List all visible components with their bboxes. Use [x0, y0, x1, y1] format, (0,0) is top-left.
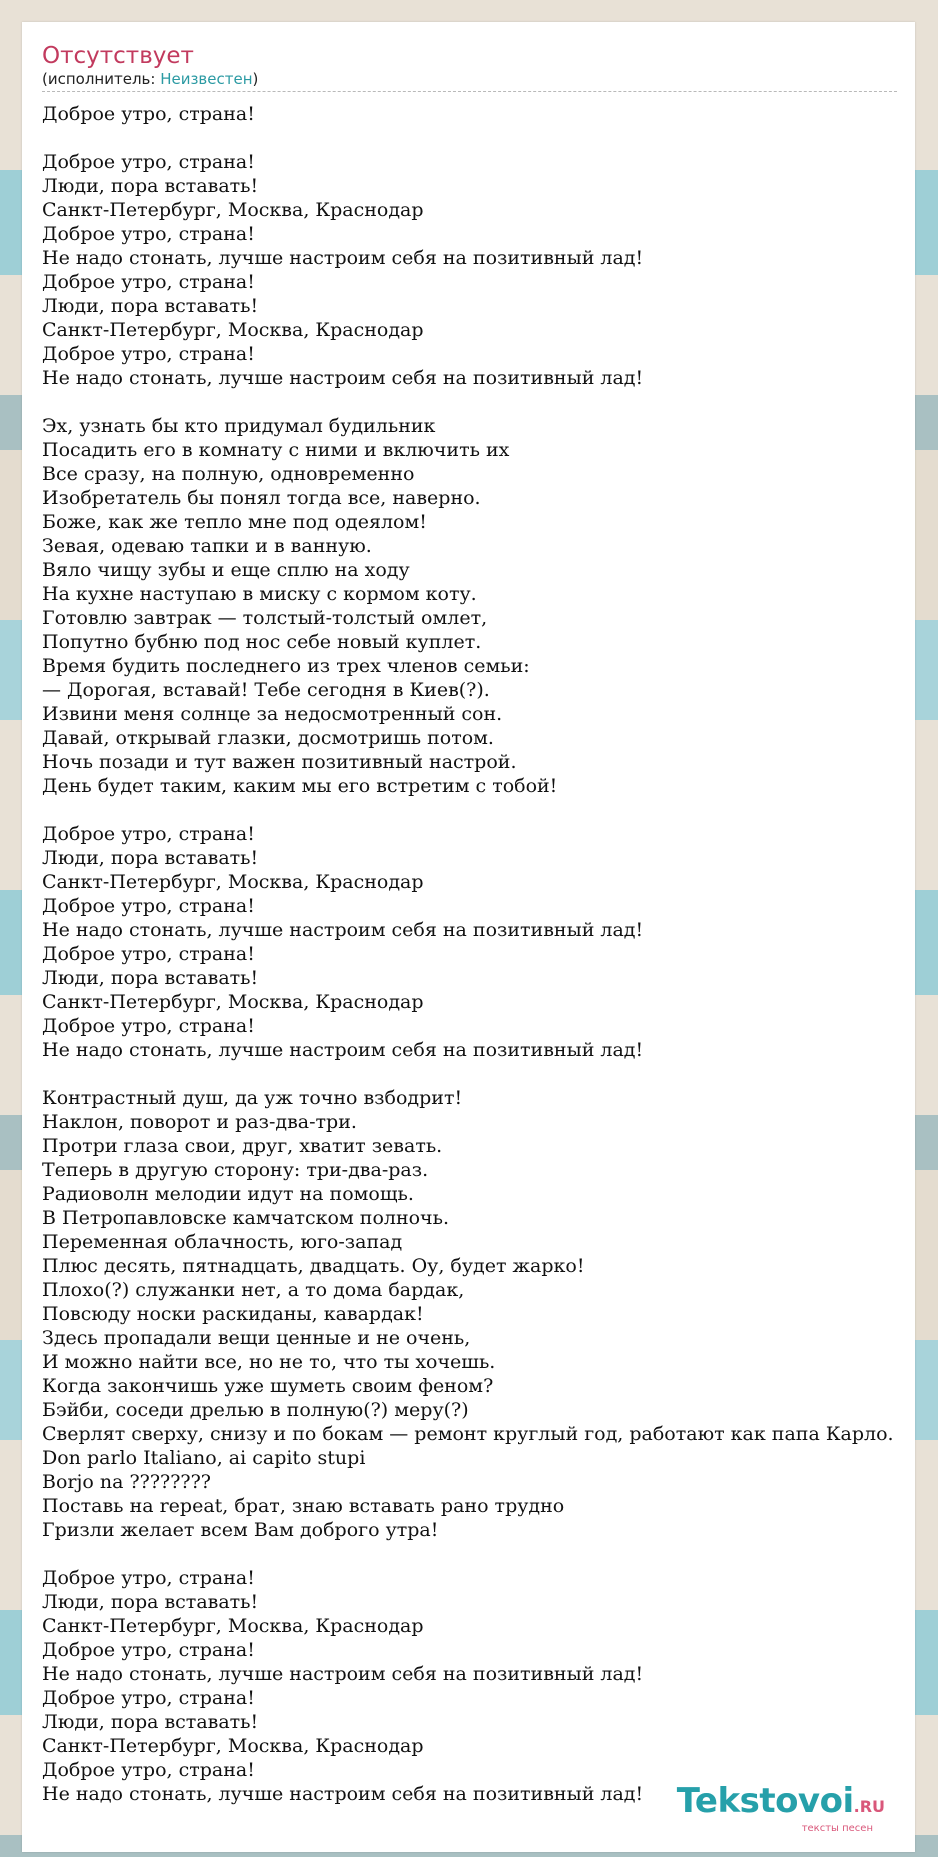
lyric-line: Borjo na ????????	[42, 1471, 211, 1493]
lyric-line: Доброе утро, страна!	[42, 1567, 255, 1589]
lyric-line: Доброе утро, страна!	[42, 103, 255, 125]
lyric-line: Не надо стонать, лучше настроим себя на позитивный лад!	[42, 1039, 644, 1061]
song-header	[42, 42, 897, 92]
lyrics-text	[42, 102, 894, 1806]
lyric-line: Доброе утро, страна!	[42, 943, 255, 965]
lyric-line: Люди, пора вставать!	[42, 847, 259, 869]
lyric-line: Не надо стонать, лучше настроим себя на позитивный лад!	[42, 367, 644, 389]
lyric-line: Контрастный душ, да уж точно взбодрит!	[42, 1087, 463, 1109]
lyric-line: В Петропавловске камчатском полночь.	[42, 1207, 449, 1229]
lyric-line: Гризли желает всем Вам доброго утра!	[42, 1519, 439, 1541]
lyric-line: Люди, пора вставать!	[42, 1711, 259, 1733]
lyric-line: Повсюду носки раскиданы, кавардак!	[42, 1303, 424, 1325]
logo-name: Tekstovoi	[676, 1781, 854, 1821]
lyric-line: Доброе утро, страна!	[42, 1687, 255, 1709]
stanza-break	[42, 1062, 894, 1086]
lyric-line: День будет таким, каким мы его встретим с тобой!	[42, 775, 558, 797]
lyric-line: Плюс десять, пятнадцать, двадцать. Оу, будет жарко!	[42, 1255, 585, 1277]
lyric-line: Доброе утро, страна!	[42, 343, 255, 365]
lyric-line: Не надо стонать, лучше настроим себя на позитивный лад!	[42, 1663, 644, 1685]
lyric-line: Санкт-Петербург, Москва, Краснодар	[42, 319, 424, 341]
lyric-line: Теперь в другую сторону: три-два-раз.	[42, 1159, 429, 1181]
lyric-line: Санкт-Петербург, Москва, Краснодар	[42, 991, 424, 1013]
lyric-line: На кухне наступаю в миску с кормом коту.	[42, 583, 477, 605]
lyric-line: Люди, пора вставать!	[42, 1591, 259, 1613]
stanza-break	[42, 798, 894, 822]
lyric-line: Наклон, поворот и раз-два-три.	[42, 1111, 357, 1133]
lyric-line: Попутно бубню под нос себе новый куплет.	[42, 631, 482, 653]
lyric-line: Зевая, одеваю тапки и в ванную.	[42, 535, 372, 557]
song-title: Отсутствует	[42, 43, 194, 69]
lyric-line: Доброе утро, страна!	[42, 271, 255, 293]
lyric-line: Доброе утро, страна!	[42, 151, 255, 173]
lyric-line: Плохо(?) служанки нет, а то дома бардак,	[42, 1279, 465, 1301]
lyric-line: Санкт-Петербург, Москва, Краснодар	[42, 1735, 424, 1757]
lyric-line: Доброе утро, страна!	[42, 223, 255, 245]
stanza-break	[42, 390, 894, 414]
lyric-line: Не надо стонать, лучше настроим себя на позитивный лад!	[42, 247, 644, 269]
lyric-line: Радиоволн мелодии идут на помощь.	[42, 1183, 414, 1205]
lyric-line: Санкт-Петербург, Москва, Краснодар	[42, 871, 424, 893]
lyric-line: Доброе утро, страна!	[42, 823, 255, 845]
lyric-line: Когда закончишь уже шуметь своим феном?	[42, 1375, 494, 1397]
lyric-line: Доброе утро, страна!	[42, 895, 255, 917]
lyric-line: Доброе утро, страна!	[42, 1015, 255, 1037]
lyric-line: Давай, открывай глазки, досмотришь потом.	[42, 727, 494, 749]
lyric-line: Здесь пропадали вещи ценные и не очень,	[42, 1327, 471, 1349]
artist-line	[42, 70, 897, 88]
lyric-line: Don parlo Italiano, ai capito stupi	[42, 1447, 366, 1469]
lyric-line: Боже, как же тепло мне под одеялом!	[42, 511, 427, 533]
logo-wordmark	[676, 1781, 885, 1824]
lyric-line: Люди, пора вставать!	[42, 295, 259, 317]
lyrics-card	[22, 22, 915, 1852]
lyric-line: Люди, пора вставать!	[42, 967, 259, 989]
lyric-line: Люди, пора вставать!	[42, 175, 259, 197]
logo-tagline: тексты песен	[801, 1823, 873, 1834]
lyric-line: Все сразу, на полную, одновременно	[42, 463, 415, 485]
lyric-line: Ночь позади и тут важен позитивный настрой.	[42, 751, 517, 773]
lyric-line: Не надо стонать, лучше настроим себя на позитивный лад!	[42, 1783, 644, 1805]
stanza-break	[42, 126, 894, 150]
artist-suffix: )	[252, 70, 259, 88]
lyric-line: И можно найти все, но не то, что ты хочешь.	[42, 1351, 496, 1373]
lyric-line: Готовлю завтрак — толстый-толстый омлет,	[42, 607, 488, 629]
lyric-line: Посадить его в комнату с ними и включить их	[42, 439, 510, 461]
lyric-line: Санкт-Петербург, Москва, Краснодар	[42, 1615, 424, 1637]
lyric-line: Эх, узнать бы кто придумал будильник	[42, 415, 436, 437]
lyric-line: Переменная облачность, юго-запад	[42, 1231, 403, 1253]
lyric-line: Доброе утро, страна!	[42, 1639, 255, 1661]
stanza-break	[42, 1542, 894, 1566]
lyric-line: Поставь на repeat, брат, знаю вставать рано трудно	[42, 1495, 565, 1517]
lyric-line: Изобретатель бы понял тогда все, наверно.	[42, 487, 481, 509]
lyric-line: Извини меня солнце за недосмотренный сон.	[42, 703, 503, 725]
lyric-line: Доброе утро, страна!	[42, 1759, 255, 1781]
lyric-line: Сверлят сверху, снизу и по бокам — ремонт круглый год, работают как папа Карло.	[42, 1423, 894, 1445]
site-logo[interactable]	[676, 1781, 885, 1834]
lyric-line: Бэйби, соседи дрелью в полную(?) меру(?)	[42, 1399, 469, 1421]
lyric-line: Санкт-Петербург, Москва, Краснодар	[42, 199, 424, 221]
artist-prefix: (исполнитель:	[42, 70, 161, 88]
lyric-line: Не надо стонать, лучше настроим себя на позитивный лад!	[42, 919, 644, 941]
lyric-line: Протри глаза свои, друг, хватит зевать.	[42, 1135, 443, 1157]
logo-tld: .RU	[853, 1797, 885, 1816]
lyric-line: — Дорогая, вставай! Тебе сегодня в Киев(?).	[42, 679, 490, 701]
lyric-line: Время будить последнего из трех членов семьи:	[42, 655, 530, 677]
artist-link[interactable]: Неизвестен	[160, 70, 253, 88]
lyric-line: Вяло чищу зубы и еще сплю на ходу	[42, 559, 410, 581]
